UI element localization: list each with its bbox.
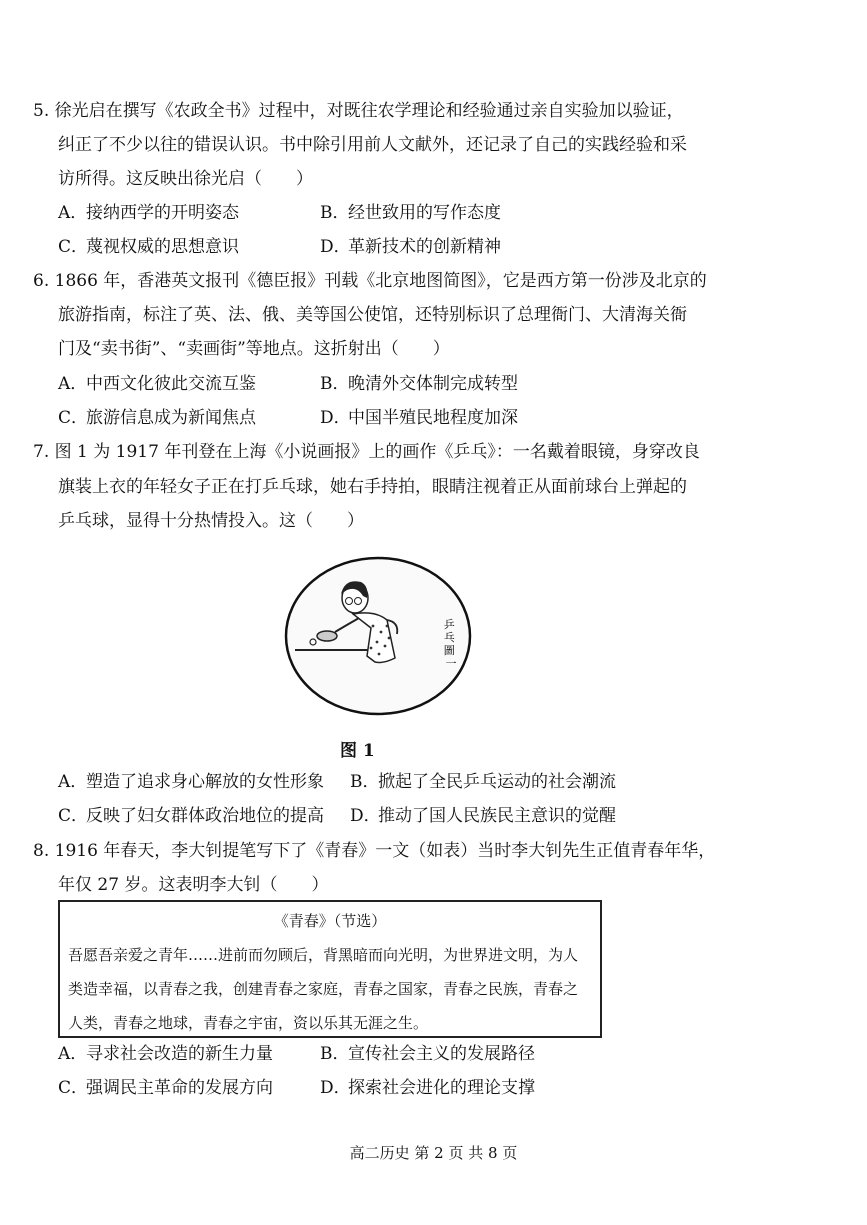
q7-line-3: 乒乓球，显得十分热情投入。这（ ） bbox=[58, 511, 364, 531]
q6-option-b bbox=[320, 373, 518, 395]
option-key: D． bbox=[320, 1078, 351, 1098]
q5-option-d bbox=[320, 236, 501, 258]
q8-option-a bbox=[58, 1043, 273, 1065]
option-key: B． bbox=[320, 203, 350, 223]
q8-option-c bbox=[58, 1077, 273, 1099]
option-key: B． bbox=[320, 374, 350, 394]
option-text: 塑造了追求身心解放的女性形象 bbox=[86, 772, 324, 792]
option-key: C． bbox=[58, 237, 89, 257]
option-key: C． bbox=[58, 1078, 89, 1098]
option-text: 旅游信息成为新闻焦点 bbox=[86, 408, 256, 428]
option-text: 推动了国人民族民主意识的觉醒 bbox=[378, 806, 616, 826]
q7-option-b bbox=[350, 771, 616, 793]
inscription-char: 乓 bbox=[443, 631, 455, 644]
q6-option-c bbox=[58, 407, 256, 429]
q8-line-1: 8. 1916 年春天，李大钊提笔写下了《青春》一文（如表）当时李大钊先生正值青春年华， bbox=[33, 841, 716, 861]
option-key: D． bbox=[320, 408, 351, 428]
q5-line-3: 访所得。这反映出徐光启（ ） bbox=[58, 169, 313, 189]
quote-line-3: 人类，青春之地球，青春之宇宙，资以乐其无涯之生。 bbox=[68, 1014, 429, 1032]
quote-line-2: 类造幸福，以青春之我，创建青春之家庭，青春之国家，青春之民族，青春之 bbox=[68, 980, 579, 998]
option-text: 蔑视权威的思想意识 bbox=[86, 237, 239, 257]
option-key: A． bbox=[58, 1044, 88, 1064]
q6-line-1: 6. 1866 年，香港英文报刊《德臣报》刊载《北京地图简图》，它是西方第一份涉及北京的 bbox=[33, 271, 707, 291]
option-text: 掀起了全民乒乓运动的社会潮流 bbox=[378, 772, 616, 792]
q6-line-3: 门及“卖书街”、“卖画街”等地点。这折射出（ ） bbox=[58, 339, 450, 359]
q5-line-2: 纠正了不少以往的错误认识。书中除引用前人文献外，还记录了自己的实践经验和采 bbox=[58, 135, 687, 155]
option-text: 中西文化彼此交流互鉴 bbox=[86, 374, 256, 394]
q6-line-2: 旅游指南，标注了英、法、俄、美等国公使馆，还特别标识了总理衙门、大清海关衙 bbox=[58, 305, 687, 325]
option-key: B． bbox=[320, 1044, 350, 1064]
quote-line-1: 吾愿吾亲爱之青年……进前而勿顾后，背黑暗而向光明，为世界进文明，为人 bbox=[68, 946, 579, 964]
inscription-char: 圖 bbox=[443, 644, 455, 657]
figure-ping-pong-illustration bbox=[283, 556, 473, 716]
option-key: A． bbox=[58, 203, 88, 223]
q6-option-a bbox=[58, 373, 256, 395]
q5-line-1: 5. 徐光启在撰写《农政全书》过程中，对既往农学理论和经验通过亲自实验加以验证， bbox=[33, 101, 684, 121]
inscription-char: 一 bbox=[445, 657, 457, 670]
q8-option-b bbox=[320, 1043, 535, 1065]
option-key: B． bbox=[350, 772, 380, 792]
option-text: 探索社会进化的理论支撑 bbox=[348, 1078, 535, 1098]
page-footer: 高二历史 第 2 页 共 8 页 bbox=[349, 1144, 518, 1162]
ping-pong-drawing bbox=[283, 556, 473, 716]
option-text: 接纳西学的开明姿态 bbox=[86, 203, 239, 223]
option-key: D． bbox=[320, 237, 351, 257]
figure-inscription bbox=[444, 618, 459, 670]
quote-title: 《青春》（节选） bbox=[273, 912, 387, 930]
q5-option-b bbox=[320, 202, 501, 224]
option-key: C． bbox=[58, 408, 89, 428]
option-key: A． bbox=[58, 374, 88, 394]
option-text: 经世致用的写作态度 bbox=[348, 203, 501, 223]
q6-option-d bbox=[320, 407, 518, 429]
quote-box bbox=[58, 900, 602, 1038]
q7-line-2: 旗装上衣的年轻女子正在打乒乓球，她右手持拍，眼睛注视着正从面前球台上弹起的 bbox=[58, 477, 687, 497]
q7-option-d bbox=[350, 805, 616, 827]
option-text: 中国半殖民地程度加深 bbox=[348, 408, 518, 428]
option-text: 宣传社会主义的发展路径 bbox=[348, 1044, 535, 1064]
option-key: D． bbox=[350, 806, 381, 826]
q8-option-d bbox=[320, 1077, 535, 1099]
q7-option-c bbox=[58, 805, 324, 827]
option-key: A． bbox=[58, 772, 88, 792]
q5-option-c bbox=[58, 236, 239, 258]
option-text: 强调民主革命的发展方向 bbox=[86, 1078, 273, 1098]
option-text: 革新技术的创新精神 bbox=[348, 237, 501, 257]
option-text: 反映了妇女群体政治地位的提高 bbox=[86, 806, 324, 826]
q7-line-1: 7. 图 1 为 1917 年刊登在上海《小说画报》上的画作《乒乓》：一名戴着眼镜，身穿改良 bbox=[33, 442, 700, 462]
q8-line-2: 年仅 27 岁。这表明李大钊（ ） bbox=[58, 875, 329, 895]
option-text: 寻求社会改造的新生力量 bbox=[86, 1044, 273, 1064]
option-key: C． bbox=[58, 806, 89, 826]
q5-option-a bbox=[58, 202, 239, 224]
option-text: 晚清外交体制完成转型 bbox=[348, 374, 518, 394]
inscription-char: 乒 bbox=[443, 618, 455, 631]
figure-caption: 图 1 bbox=[340, 741, 375, 761]
q7-option-a bbox=[58, 771, 324, 793]
